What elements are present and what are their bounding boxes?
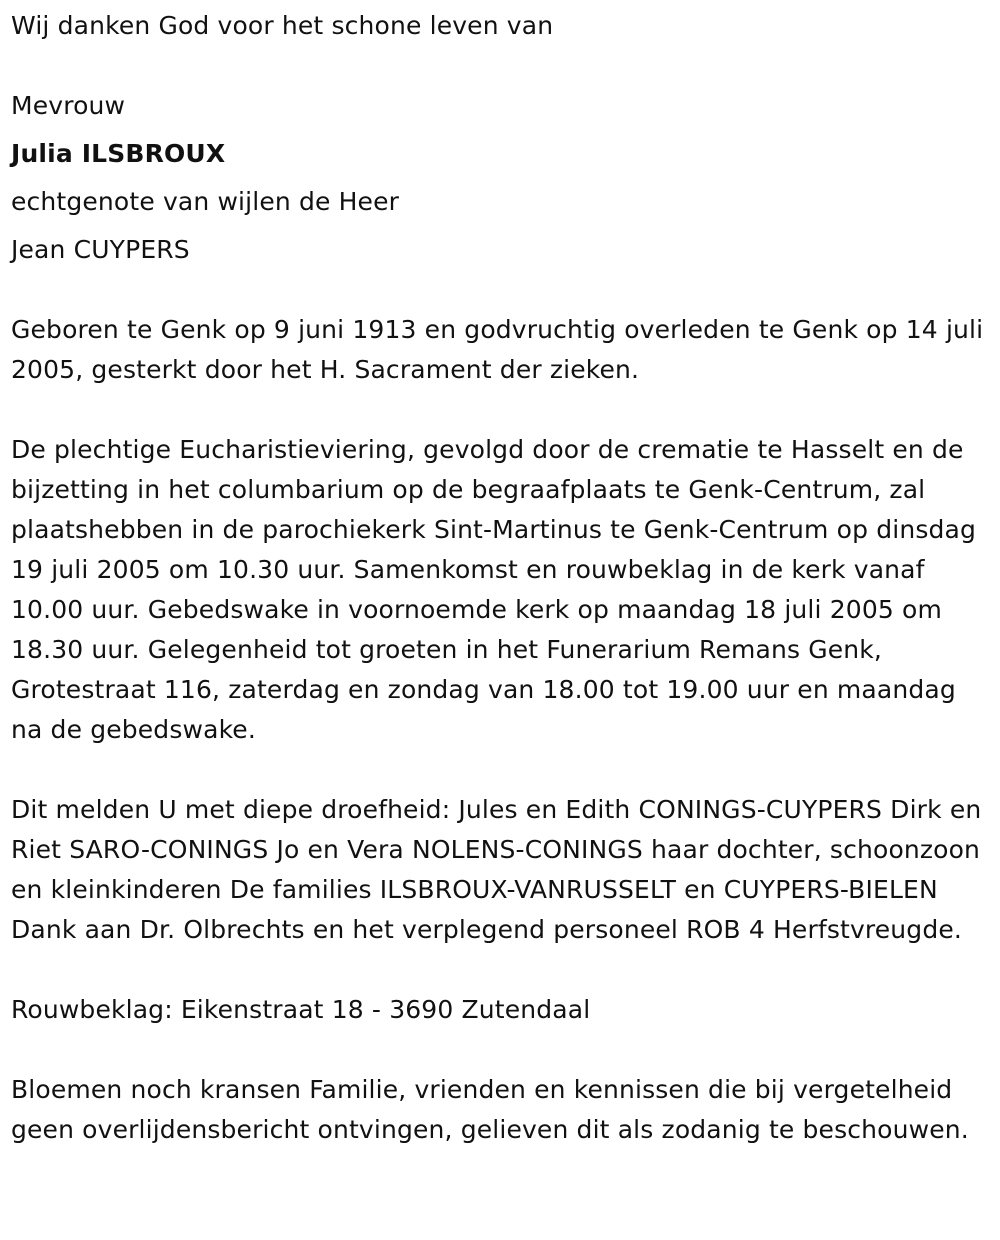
spouse-name: Jean CUYPERS — [11, 235, 190, 264]
family-paragraph: Dit melden U met diepe droefheid: Jules en Edith CONINGS-CUYPERS Dirk en Riet SARO-CONINGS Jo en Vera NOLENS-CONINGS haar dochter, schoonzoon en kleinkinderen De families ILSBROUX-VANRUSSELT en CUYPERS-BIELEN Dank aan Dr. Olbrechts en het verplegend personeel ROB 4 Herfstvreugde. — [11, 795, 982, 944]
opening-line: Wij danken God voor het schone leven van — [11, 11, 554, 40]
deceased-name: Julia ILSBROUX — [11, 139, 226, 168]
spouse-label: echtgenote van wijlen de Heer — [11, 187, 400, 216]
ceremony-paragraph: De plechtige Eucharistieviering, gevolgd door de crematie te Hasselt en de bijzetting in het columbarium op de begraafplaats te Genk-Centrum, zal plaatshebben in de parochiekerk Sint-Martinus te Genk-Centrum op dinsdag 19 juli 2005 om 10.30 uur. Samenkomst en rouwbeklag in de kerk vanaf 10.00 uur. Gebedswake in voornoemde kerk op maandag 18 juli 2005 om 18.30 uur. Gelegenheid tot groeten in het Funerarium Remans Genk, Grotestraat 116, zaterdag en zondag van 18.00 tot 19.00 uur en maandag na de gebedswake. — [11, 435, 976, 744]
obituary-document — [11, 0, 995, 1150]
honorific: Mevrouw — [11, 91, 126, 120]
closing-paragraph: Bloemen noch kransen Familie, vrienden en kennissen die bij vergetelheid geen overlijdensbericht ontvingen, gelieven dit als zodanig te beschouwen. — [11, 1075, 969, 1144]
condolence-address: Rouwbeklag: Eikenstraat 18 - 3690 Zutendaal — [11, 995, 591, 1024]
birth-death-paragraph: Geboren te Genk op 9 juni 1913 en godvruchtig overleden te Genk op 14 juli 2005, gesterkt door het H. Sacrament der zieken. — [11, 315, 984, 384]
